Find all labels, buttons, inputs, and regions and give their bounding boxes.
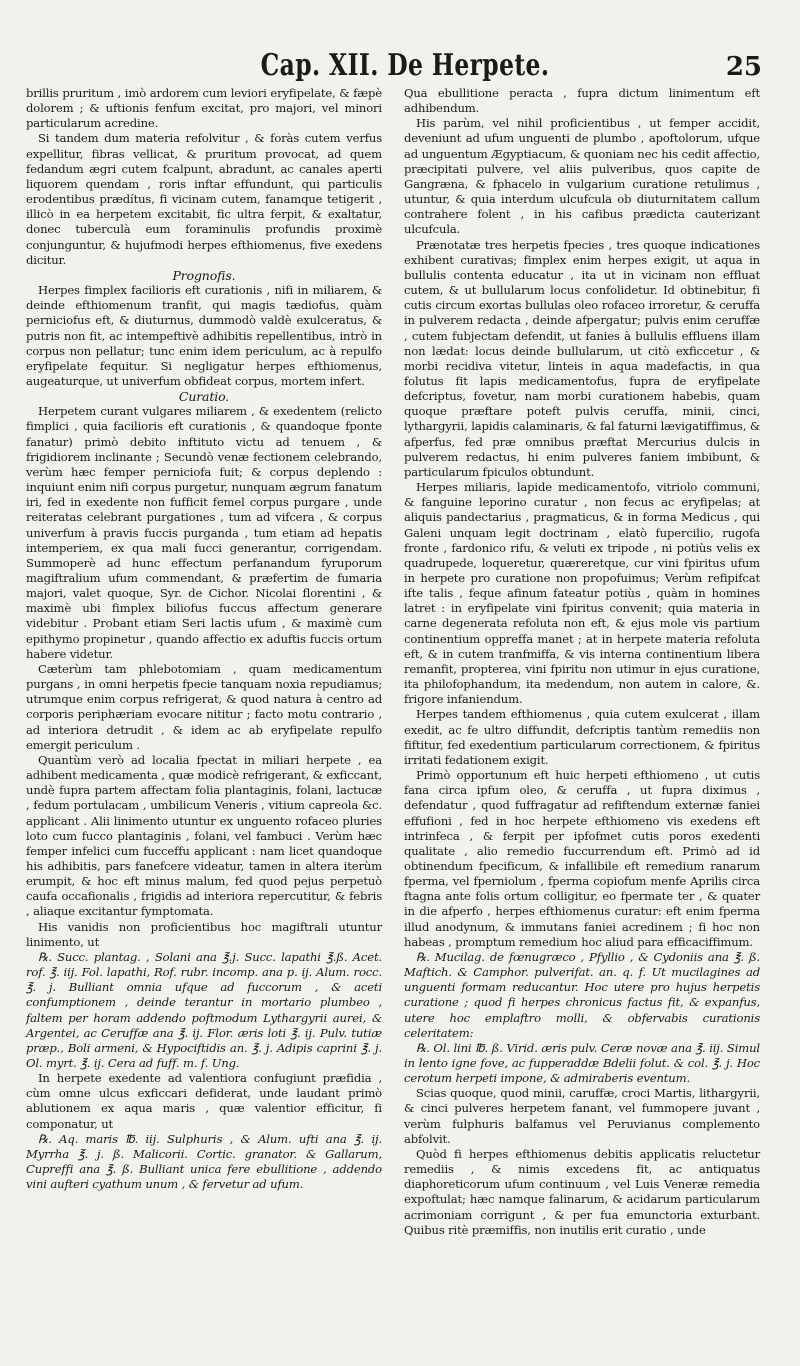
recipe-paragraph: ℞. Ol. lini ℔. ß. Virid. æris pulv. Ceræ novæ ana ℥. iij. Simul in lento igne fove, ac fupperaddæ Bdelii folut. & col. ℥. j. Hoc cerotum herpeti impone, & admiraberis eventum.	[404, 1040, 760, 1086]
page-number: 25	[725, 52, 762, 82]
recipe-paragraph: ℞. Mucilag. de fœnugræco , Pfyllio , & Cydoniis ana ℥. ß. Maftich. & Camphor. pulverifat. an. q. f. Ut mucilagines ad unguenti formam reducantur. Hoc utere pro hujus herpetis curatione ; quod fi herpes chronicus factus fit, & expanfus, utere hoc emplaftro molli, & obfervabis curationis celeritatem:	[404, 949, 760, 1040]
body-paragraph: His parùm, vel nihil proficientibus , ut femper accidit, deveniunt ad ufum unguenti de plumbo , apoftolorum, ufque ad unguentum Ægyptiacum, & quoniam nec his cedit affectio, præcipitati pulvere, vel aliis pulveribus, quos capite de Gangræna, & fphacelo in vulgarium curatione retulimus , utuntur, & quia interdum ulcufcula ob diuturnitatem callum contrahere folent , in his cafibus prædicta cauterizant ulcufcula.	[404, 116, 760, 237]
body-paragraph: Prænotatæ tres herpetis fpecies , tres quoque indicationes exhibent curativas; fimplex enim herpes exigit, ut aqua in bullulis contenta educatur , ita ut in vicinam non effluat cutem, & ut bullularum locus confolidetur. Id obtinebitur, fi cutis circum exortas bullulas oleo rofaceo irroretur, & ceruffa in pulverem redacta , deinde afpergatur; pulvis enim ceruffæ , cutem fubjectam defendit, ut fanies à bullulis effluens illam non lædat: locus deinde bullularum, ut citò exficcetur , & morbi recidiva vitetur, linteis in aqua madefactis, in qua folutus fit lapis medicamentofus, fupra de eryfipelate defcriptus, fovetur, nam morbi curationem habebis, quam quoque præftare poteft pulvis ceruffa, minii, cinci, lythargyrii, lapidis calaminaris, & fal faturni lævigatiffimus, & afperfus, fed præ omnibus præftat Mercurius dulcis in pulverem redactus, hi enim pulveres faniem imbibunt, & particularum fpiculos obtundunt.	[404, 237, 760, 479]
section-heading: Prognofis.	[172, 267, 236, 283]
body-paragraph: brillis pruritum , imò ardorem cum leviori eryfipelate, & fæpè dolorem ; & uftionis fenfum excitat, pro majori, vel minori particularum acredine.	[26, 86, 382, 131]
body-paragraph: Qua ebullitione peracta , fupra dictum linimentum eft adhibendum.	[404, 86, 760, 116]
section-heading: Curatio.	[178, 389, 230, 405]
recipe-paragraph: ℞. Aq. maris ℔. iij. Sulphuris , & Alum. ufti ana ℥. ij. Myrrha ℥. j. ß. Malicorii. Cortic. granator. & Gallarum, Cupreffi ana ℥. ß. Bulliant unica fere ebullitione , addendo vini aufteri cyathum unum , & fervetur ad ufum.	[26, 1131, 382, 1192]
body-paragraph: Quòd fi herpes efthiomenus debitis applicatis reluctetur remediis , & nimis excedens fit, ac antiquatus diaphoreticorum ufum continuum , vel Luis Veneræ remedia expoftulat; hæc namque falinarum, & acidarum particularum acrimoniam corrigunt , & per fua emunctoria exturbant. Quibus ritè præmiffis, non inutilis erit curatio , unde	[404, 1146, 760, 1237]
body-paragraph: Cæterùm tam phlebotomiam , quam medicamentum purgans , in omni herpetis fpecie tanquam noxia repudiamus; utrumque enim corpus refrigerat, & quod natura à centro ad corporis periphæriam evocare nititur ; facto motu contrario , ad interiora detrudit , & idem ac ab eryfipelate repulfo emergit periculum .	[26, 661, 382, 752]
running-head	[40, 48, 770, 88]
left-text-column	[26, 86, 382, 1192]
body-paragraph: Herpetem curant vulgares miliarem , & exedentem (relicto fimplici , quia facilioris eft curationis , & quandoque fponte fanatur) primò debito inftituto victu ad tenuem , & frigidiorem inclinante ; Secundò venæ fectionem celebrando, verùm hæc femper perniciofa fuit; & corpus deplendo : inquiunt enim nifi corpus purgetur, nunquam ægrum fanatum iri, fed in exedente non fufficit femel corpus purgare , unde reiteratas celebrant purgationes , tum ad vifcera , & corpus univerfum à pravis fuccis purganda , tum etiam ad hepatis intemperiem, ex qua mali fucci generantur, corrigendam. Summoperè ad hunc effectum perfanandum fyruporum magiftralium ufum commendant, & præfertim de fumaria majori, valet quoque, Syr. de Cichor. Nicolai florentini , & maximè ubi fimplex biliofus fuccus affectum generare videbitur . Probant etiam Seri lactis ufum , & maximè cum epithymo propinetur , quando affectio ex aduftis fuccis ortum habere videtur.	[26, 404, 382, 661]
body-paragraph: His vanidis non proficientibus hoc magiftrali utuntur linimento, ut	[26, 919, 382, 949]
chapter-title: Cap. XII. De Herpete.	[260, 48, 550, 83]
body-paragraph: In herpete exedente ad valentiora confugiunt præfidia , cùm omne ulcus exficcari defiderat, unde laudant primò ablutionem ex aqua maris , quæ valentior efficitur, fi componatur, ut	[26, 1071, 382, 1131]
recipe-paragraph: ℞. Succ. plantag. , Solani ana ℥.j. Succ. lapathi ℥.ß. Acet. rof. ℥. iij. Fol. lapathi, Rof. rubr. incomp. ana p. ij. Alum. rocc. ℥. j. Bulliant omnia ufque ad fuccorum , & aceti confumptionem , deinde terantur in mortario plumbeo , faltem per horam addendo poftmodum Lythargyrii aurei, & Argentei, ac Ceruffæ ana ℥. ij. Flor. æris loti ℥. ij. Pulv. tutiæ præp., Boli armeni, & Hypociftidis an. ℥. j. Adipis caprini ℥. j. Ol. myrt. ℥. ij. Cera ad fuff. m. f. Ung.	[26, 949, 382, 1070]
body-paragraph: Primò opportunum eft huic herpeti efthiomeno , ut cutis fana circa ipfum oleo, & ceruffa , ut fupra diximus , defendatur , quod fuffragatur ad refiftendum externæ faniei effufioni , fed in hoc herpete efthiomeno vis exedens eft intrinfeca , & ferpit per ipfofmet cutis poros exedenti qualitate , alio remedio fuccurrendum eft. Primò ad id obtinendum fpecificum, & infallibile eft remedium ranarum fperma, vel fperniolum , fperma copiofum menfe Aprilis circa ftagna ante folis ortum colligitur, eo fpermate ter , & quater in die afperfo , herpes efthiomenus curatur: eft enim fperma illud anodynum, & immutans faniei acredinem ; fi hoc non habeas , promptum remedium hoc aliud para efficaciffimum.	[404, 768, 760, 949]
body-paragraph: Quantùm verò ad localia fpectat in miliari herpete , ea adhibent medicamenta , quæ modicè refrigerant, & exficcant, undè fupra partem affectam folia plantaginis, folani, lactucæ , fedum portulacam , umbilicum Veneris , vitium capreola &c. applicant . Alii linimento utuntur ex unguento rofaceo pluries loto cum fucco plantaginis , folani, vel fambuci . Verùm hæc femper infelici cum fucceffu applicant : nam licet quandoque his adhibitis, pars fanefcere videatur, tamen in altera iterùm erumpit, & hoc eft minus malum, fed quod pejus perpetuò caufa occafionalis , frigidis ad interiora repercutitur, & febris , aliaque excitantur fymptomata.	[26, 752, 382, 919]
right-text-column	[404, 86, 760, 1238]
body-paragraph: Herpes fimplex facilioris eft curationis , nifi in miliarem, & deinde efthiomenum tranfit, qui magis tædiofus, quàm perniciofus eft, & diuturnus, dummodò valdè exulceratus, & putris non fit, ac intempeftivè adhibitis repellentibus, intrò in corpus non pellatur; tunc enim idem periculum, ac à repulfo eryfipelate fequitur. Si negligatur herpes efthiomenus, augeaturque, ut univerfum obfideat corpus, mortem infert.	[26, 283, 382, 388]
body-paragraph: Herpes miliaris, lapide medicamentofo, vitriolo communi, & fanguine leporino curatur , non fecus ac eryfipelas; at aliquis pandectarius , pragmaticus, & in forma Medicus , qui Galeni unquam legit doctrinam , elatò fupercilio, rugofa fronte , fardonico rifu, & veluti ex tripode , ni potiùs velis ex quadrupede, loqueretur, quæreretque, cur vini fpiritus ufum in herpete pro curatione non propofuimus; Verùm refipifcat ifte talis , feque afinum fateatur potiùs , quàm in homines latret : in eryfipelate vini fpiritus convenit; quia materia in carne degenerata refoluta non eft, & ejus mole vis partium continentium oppreffa manet ; at in herpete materia refoluta eft, & in cutem tranfmiffa, & vis interna continentium libera remanfit, propterea, vini fpiritu non utimur in ejus curatione, ita philofophandum, ita medendum, non autem in calore, &. frigore infaniendum.	[404, 480, 760, 707]
body-paragraph: Si tandem dum materia refolvitur , & foràs cutem verfus expellitur, fibras vellicat, & pruritum provocat, ad quem fedandum ægri cutem fcalpunt, abradunt, ac canales aperti liquorem quendam , roris inftar effundunt, qui particulis erodentibus prædítus, fi vicinam cutem, fanamque tetigerit , illicò in ea herpetem excitabit, fic ultra ferpit, & exaltatur, donec tuberculà eum foraminulis profundis proximè conjunguntur, & hujufmodi herpes efthiomenus, five exedens dicitur.	[26, 131, 382, 267]
body-paragraph: Herpes tandem efthiomenus , quia cutem exulcerat , illam exedit, ac fe ultro diffundit, defcriptis tantùm remediis non fiftitur, fed exedentium particularum correctionem, & fpiritus irritati fedationem exigit.	[404, 707, 760, 767]
body-paragraph: Scias quoque, quod minii, caruffæ, croci Martis, lithargyrii, & cinci pulveres herpetem fanant, vel fummopere juvant , verùm fulphuris balfamus vel Peruvianus complemento abfolvit.	[404, 1086, 760, 1146]
